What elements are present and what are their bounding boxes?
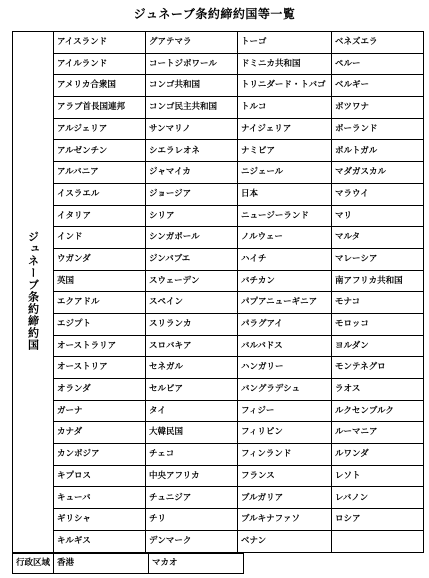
country-cell: アイルランド: [54, 53, 146, 75]
country-cell: バチカン: [238, 270, 332, 292]
country-cell: レソト: [332, 465, 424, 487]
country-cell: オーストリア: [54, 357, 146, 379]
country-cell: デンマーク: [146, 530, 238, 552]
country-cell: ノルウェー: [238, 227, 332, 249]
country-cell: シリア: [146, 205, 238, 227]
country-cell: ハンガリー: [238, 357, 332, 379]
country-cell: キプロス: [54, 465, 146, 487]
country-row: [13, 140, 424, 162]
country-cell: トリニダード・トバゴ: [238, 75, 332, 97]
country-row: [13, 248, 424, 270]
country-cell: ラオス: [332, 379, 424, 401]
country-row: [13, 227, 424, 249]
country-cell: トーゴ: [238, 32, 332, 54]
country-cell: ジョージア: [146, 183, 238, 205]
country-cell: ジンバブエ: [146, 248, 238, 270]
country-cell: ジャマイカ: [146, 162, 238, 184]
country-row: [13, 444, 424, 466]
country-cell: コートジボワール: [146, 53, 238, 75]
country-row: [13, 53, 424, 75]
country-cell: イスラエル: [54, 183, 146, 205]
country-cell: ベネズエラ: [332, 32, 424, 54]
country-cell: チリ: [146, 509, 238, 531]
country-cell: バングラデシュ: [238, 379, 332, 401]
country-row: [13, 487, 424, 509]
country-cell: キルギス: [54, 530, 146, 552]
country-row: [13, 313, 424, 335]
country-cell: チュニジア: [146, 487, 238, 509]
country-cell: サンマリノ: [146, 118, 238, 140]
country-cell: ウガンダ: [54, 248, 146, 270]
country-cell: イタリア: [54, 205, 146, 227]
country-table-body: [13, 32, 424, 553]
country-row: [13, 118, 424, 140]
country-cell: レバノン: [332, 487, 424, 509]
country-row: [13, 465, 424, 487]
country-cell: マレーシア: [332, 248, 424, 270]
country-cell: マダガスカル: [332, 162, 424, 184]
country-cell: アルゼンチン: [54, 140, 146, 162]
country-cell: パラグアイ: [238, 313, 332, 335]
country-row: [13, 32, 424, 54]
country-row: [13, 205, 424, 227]
country-cell: コンゴ共和国: [146, 75, 238, 97]
country-cell: ポーランド: [332, 118, 424, 140]
country-row: [13, 97, 424, 119]
country-cell: ニジェール: [238, 162, 332, 184]
country-row: [13, 422, 424, 444]
country-cell: 南アフリカ共和国: [332, 270, 424, 292]
country-cell: セルビア: [146, 379, 238, 401]
country-cell: ルクセンブルク: [332, 400, 424, 422]
country-cell: ベナン: [238, 530, 332, 552]
country-cell: スロバキア: [146, 335, 238, 357]
country-cell: ペルー: [332, 53, 424, 75]
country-cell: ロシア: [332, 509, 424, 531]
country-row: [13, 270, 424, 292]
country-cell: ナイジェリア: [238, 118, 332, 140]
country-cell: エクアドル: [54, 292, 146, 314]
side-label-cell: [13, 32, 54, 553]
page-title: ジュネーブ条約締約国等一覧: [133, 7, 296, 21]
country-cell: マリ: [332, 205, 424, 227]
country-row: [13, 335, 424, 357]
country-cell: フィジー: [238, 400, 332, 422]
country-cell: バルバドス: [238, 335, 332, 357]
country-cell: カナダ: [54, 422, 146, 444]
administrative-region-table: [12, 553, 244, 574]
country-cell: ハイチ: [238, 248, 332, 270]
country-cell: シンガポール: [146, 227, 238, 249]
country-cell: ナミビア: [238, 140, 332, 162]
country-cell: フランス: [238, 465, 332, 487]
country-cell: オランダ: [54, 379, 146, 401]
country-cell: タイ: [146, 400, 238, 422]
country-row: [13, 357, 424, 379]
country-cell: ガーナ: [54, 400, 146, 422]
country-cell: パプアニューギニア: [238, 292, 332, 314]
country-cell: 中央アフリカ: [146, 465, 238, 487]
country-cell: フィンランド: [238, 444, 332, 466]
country-cell: モロッコ: [332, 313, 424, 335]
country-cell: シエラレオネ: [146, 140, 238, 162]
country-cell: [332, 530, 424, 552]
country-cell: マラウイ: [332, 183, 424, 205]
country-cell: 大韓民国: [146, 422, 238, 444]
country-cell: ベルギー: [332, 75, 424, 97]
country-cell: アルジェリア: [54, 118, 146, 140]
region-cell: マカオ: [149, 554, 244, 574]
country-cell: マルタ: [332, 227, 424, 249]
country-table: [12, 31, 424, 553]
country-cell: アルバニア: [54, 162, 146, 184]
country-cell: ブルガリア: [238, 487, 332, 509]
country-cell: エジプト: [54, 313, 146, 335]
country-cell: モンテネグロ: [332, 357, 424, 379]
country-row: [13, 162, 424, 184]
country-cell: アイスランド: [54, 32, 146, 54]
country-cell: フィリピン: [238, 422, 332, 444]
country-cell: モナコ: [332, 292, 424, 314]
country-cell: アラブ首長国連邦: [54, 97, 146, 119]
country-cell: ルワンダ: [332, 444, 424, 466]
country-cell: スペイン: [146, 292, 238, 314]
country-cell: キューバ: [54, 487, 146, 509]
administrative-region-row: [13, 554, 244, 574]
country-cell: スウェーデン: [146, 270, 238, 292]
country-row: [13, 509, 424, 531]
country-row: [13, 530, 424, 552]
country-cell: カンボジア: [54, 444, 146, 466]
country-row: [13, 379, 424, 401]
country-cell: ブルキナファソ: [238, 509, 332, 531]
side-label: ジュネーブ条約締約国: [26, 230, 40, 351]
country-cell: オーストラリア: [54, 335, 146, 357]
country-cell: アメリカ合衆国: [54, 75, 146, 97]
country-cell: セネガル: [146, 357, 238, 379]
country-cell: トルコ: [238, 97, 332, 119]
country-cell: ポルトガル: [332, 140, 424, 162]
region-cell: 香港: [54, 554, 149, 574]
country-cell: ギリシャ: [54, 509, 146, 531]
country-cell: ニュージーランド: [238, 205, 332, 227]
administrative-region-label: 行政区域: [13, 554, 54, 574]
country-row: [13, 75, 424, 97]
country-row: [13, 292, 424, 314]
country-cell: 英国: [54, 270, 146, 292]
country-row: [13, 183, 424, 205]
country-cell: スリランカ: [146, 313, 238, 335]
country-cell: ボツワナ: [332, 97, 424, 119]
country-cell: ヨルダン: [332, 335, 424, 357]
country-cell: グアテマラ: [146, 32, 238, 54]
country-row: [13, 400, 424, 422]
country-cell: コンゴ民主共和国: [146, 97, 238, 119]
country-cell: 日本: [238, 183, 332, 205]
country-cell: ドミニカ共和国: [238, 53, 332, 75]
country-cell: インド: [54, 227, 146, 249]
country-cell: ルーマニア: [332, 422, 424, 444]
country-cell: チェコ: [146, 444, 238, 466]
